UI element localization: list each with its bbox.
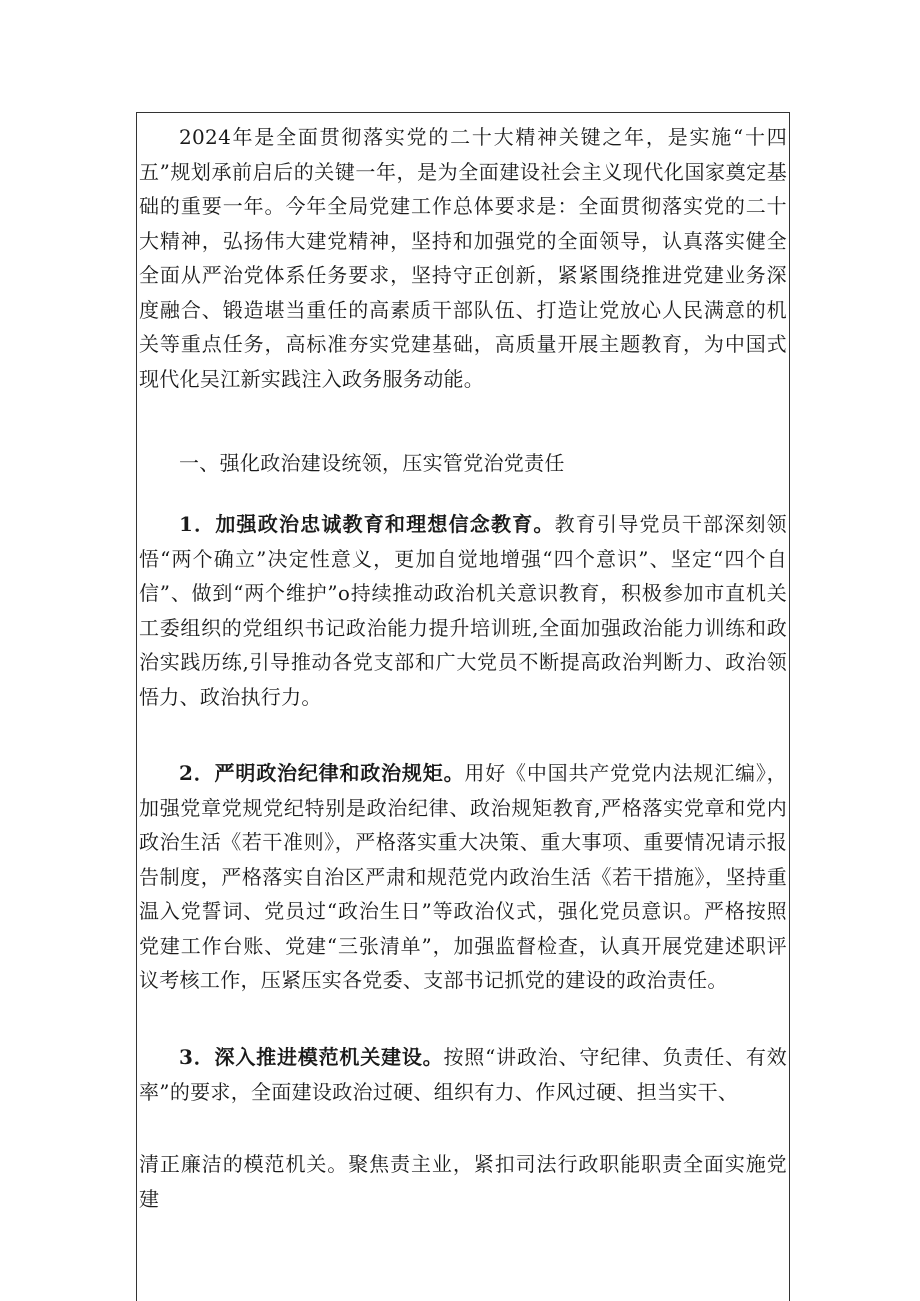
section-heading: 一、强化政治建设统领，压实管党治党责任: [179, 451, 565, 475]
item-2-lead: 2．严明政治纪律和政治规矩。: [179, 761, 465, 785]
item-2-body: 用好《中国共产党党内法规汇编》，加强党章党规党纪特别是政治纪律、政治规矩教育,严格落实党章和党内政治生活《若干准则》，严格落实重大决策、重大事项、重要情况请示报告制度，严格落实自治区严肃和规范党内政治生活《若干措施》，坚持重温入党誓词、党员过“政治生日”等政治仪式，强化党员意识。严格按照党建工作台账、党建“三张清单”，加强监督检查，认真开展党建述职评议考核工作，压紧压实各党委、支部书记抓党的建设的政治责任。: [139, 761, 787, 992]
item-3-continuation: 清正廉洁的模范机关。聚焦责主业，紧扣司法行政职能职责全面实施党建: [139, 1152, 787, 1211]
item-3-lead: 3．深入推进模范机关建设。: [179, 1045, 444, 1069]
item-3-paragraph: [139, 1040, 787, 1109]
item-1-body: 教育引导党员干部深刻领悟“两个确立”决定性意义，更加自觉地增强“四个意识”、坚定“四个自信”、做到“两个维护”o持续推动政治机关意识教育，积极参加市直机关工委组织的党组织书记政治能力提升培训班,全面加强政治能力训练和政治实践历练,引导推动各党支部和广大党员不断提高政治判断力、政治领悟力、政治执行力。: [139, 512, 787, 709]
item-1-lead: 1．加强政治忠诚教育和理想信念教育。: [179, 512, 555, 536]
intro-paragraph: 2024年是全面贯彻落实党的二十大精神关键之年，是实施“十四五”规划承前启后的关键一年，是为全面建设社会主义现代化国家奠定基础的重要一年。今年全局党建工作总体要求是：全面贯彻落实党的二十大精神，弘扬伟大建党精神，坚持和加强党的全面领导，认真落实健全全面从严治党体系任务要求，坚持守正创新，紧紧围绕推进党建业务深度融合、锻造堪当重任的高素质干部队伍、打造让党放心人民满意的机关等重点任务，高标准夯实党建基础，高质量开展主题教育，为中国式现代化吴江新实践注入政务服务动能。: [139, 125, 787, 391]
item-1-paragraph: [139, 507, 787, 714]
item-3-body: 按照“讲政治、守纪律、负责任、有效率”的要求，全面建设政治过硬、组织有力、作风过硬、担当实干、: [139, 1045, 787, 1104]
item-2-paragraph: [139, 756, 787, 998]
